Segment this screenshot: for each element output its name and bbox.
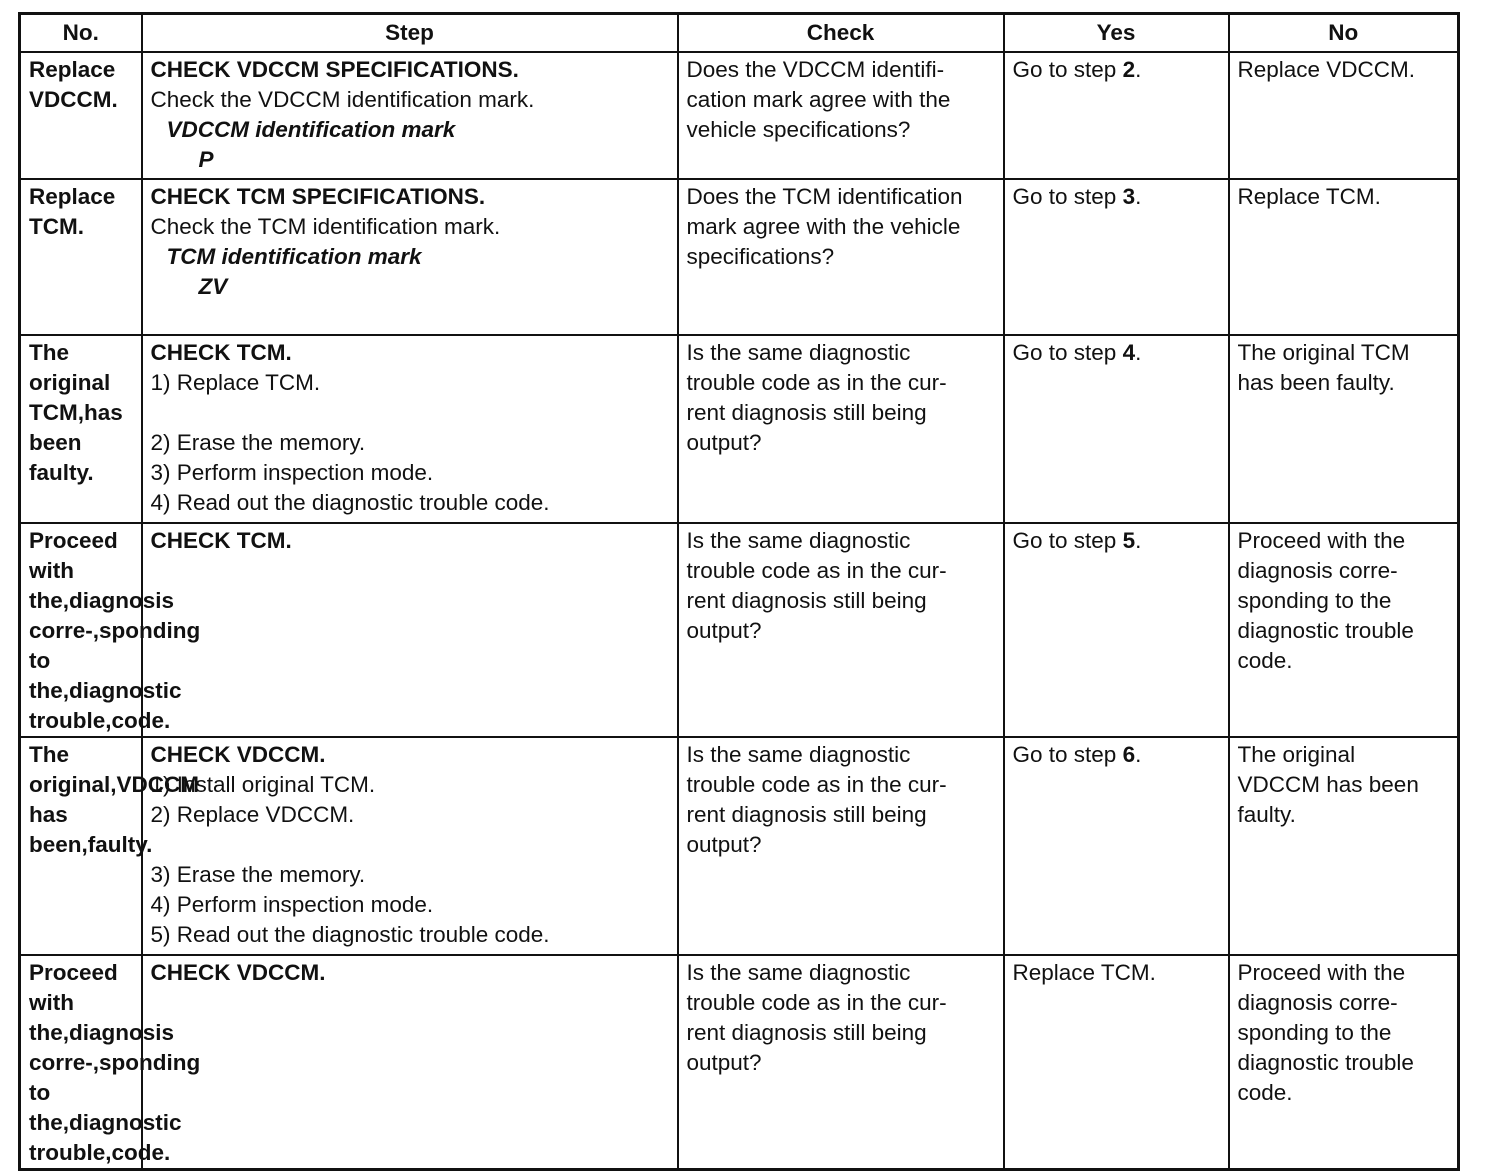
step-item: 3) Erase the memory.	[150, 862, 366, 887]
no-line: diagnosis corre-	[1237, 990, 1398, 1015]
check-cell	[678, 335, 1004, 523]
step-title: CHECK VDCCM SPECIFICATIONS.	[150, 57, 519, 82]
yes-cell	[1004, 955, 1229, 1170]
no-cell	[1229, 179, 1459, 335]
check-line: Is the same diagnostic	[686, 528, 911, 553]
check-cell	[678, 737, 1004, 955]
step-number: The original TCM,has been faulty.	[20, 335, 142, 523]
header-yes: Yes	[1004, 14, 1229, 53]
step-instruction: Check the TCM identification mark.	[150, 214, 501, 239]
yes-suffix: .	[1135, 340, 1142, 365]
check-line: trouble code as in the cur-	[686, 772, 947, 797]
no-line: Replace TCM.	[1237, 184, 1381, 209]
table-row	[20, 955, 1459, 1170]
check-line: trouble code as in the cur-	[686, 558, 947, 583]
no-line: faulty.	[1237, 802, 1296, 827]
step-cell	[142, 335, 678, 523]
yes-step-number: 4	[1122, 340, 1136, 365]
yes-suffix: .	[1135, 184, 1142, 209]
diagnosis-table	[18, 12, 1460, 1171]
yes-prefix: Go to step	[1012, 184, 1123, 209]
yes-cell	[1004, 52, 1229, 179]
yes-suffix: .	[1135, 528, 1142, 553]
check-line: mark agree with the vehicle	[686, 214, 961, 239]
no-line: Proceed with the	[1237, 528, 1406, 553]
step-title: CHECK VDCCM.	[150, 960, 326, 985]
table-row	[20, 737, 1459, 955]
no-line: The original TCM	[1237, 340, 1410, 365]
check-line: specifications?	[686, 244, 835, 269]
spec-label: VDCCM identification mark	[166, 117, 456, 142]
table-header-row	[20, 14, 1459, 53]
step-item: 4) Perform inspection mode.	[150, 892, 434, 917]
check-line: rent diagnosis still being	[686, 802, 927, 827]
no-cell	[1229, 52, 1459, 179]
step-number: Replace TCM.	[20, 179, 142, 335]
step-title: CHECK TCM SPECIFICATIONS.	[150, 184, 486, 209]
table-row	[20, 335, 1459, 523]
check-line: Is the same diagnostic	[686, 960, 911, 985]
check-line: trouble code as in the cur-	[686, 990, 947, 1015]
yes-step-number: 2	[1122, 57, 1136, 82]
no-line: Replace VDCCM.	[1237, 57, 1416, 82]
no-line: diagnostic trouble	[1237, 1050, 1414, 1075]
yes-prefix: Go to step	[1012, 528, 1123, 553]
check-cell	[678, 179, 1004, 335]
yes-step-number: 3	[1122, 184, 1136, 209]
yes-cell	[1004, 737, 1229, 955]
check-line: Does the TCM identification	[686, 184, 963, 209]
table-row	[20, 523, 1459, 737]
step-item: 4) Read out the diagnostic trouble code.	[150, 490, 550, 515]
step-item: 2) Erase the memory.	[150, 430, 366, 455]
step-item: 3) Perform inspection mode.	[150, 460, 434, 485]
check-cell	[678, 52, 1004, 179]
step-item: 1) Replace TCM.	[150, 370, 321, 395]
check-line: rent diagnosis still being	[686, 1020, 927, 1045]
header-check: Check	[678, 14, 1004, 53]
yes-prefix: Go to step	[1012, 742, 1123, 767]
check-cell	[678, 955, 1004, 1170]
header-no: No.	[20, 14, 142, 53]
step-cell	[142, 737, 678, 955]
yes-cell	[1004, 179, 1229, 335]
check-line: output?	[686, 430, 762, 455]
step-spacer	[151, 398, 669, 428]
check-line: trouble code as in the cur-	[686, 370, 947, 395]
no-line: diagnosis corre-	[1237, 558, 1398, 583]
step-number: Proceed with the,diagnosis corre-,sponding to the,diagnostic trouble,code.	[20, 523, 142, 737]
check-line: vehicle specifications?	[686, 117, 911, 142]
no-line: VDCCM has been	[1237, 772, 1419, 797]
yes-prefix: Go to step	[1012, 340, 1123, 365]
yes-suffix: .	[1135, 57, 1142, 82]
yes-suffix: .	[1135, 742, 1142, 767]
check-line: Is the same diagnostic	[686, 742, 911, 767]
yes-step-number: 6	[1122, 742, 1136, 767]
no-cell	[1229, 955, 1459, 1170]
no-line: Proceed with the	[1237, 960, 1406, 985]
step-item: 5) Read out the diagnostic trouble code.	[150, 922, 550, 947]
table-row	[20, 179, 1459, 335]
no-line: diagnostic trouble	[1237, 618, 1414, 643]
no-line: has been faulty.	[1237, 370, 1395, 395]
header-step: Step	[142, 14, 678, 53]
spec-label: TCM identification mark	[166, 244, 422, 269]
check-line: rent diagnosis still being	[686, 588, 927, 613]
step-title: CHECK TCM.	[150, 340, 292, 365]
header-no-result: No	[1229, 14, 1459, 53]
no-line: code.	[1237, 648, 1293, 673]
yes-text: Replace TCM.	[1012, 960, 1156, 985]
step-cell	[142, 179, 678, 335]
check-line: output?	[686, 832, 762, 857]
spec-value: P	[198, 147, 214, 172]
yes-cell	[1004, 335, 1229, 523]
check-line: output?	[686, 618, 762, 643]
yes-prefix: Go to step	[1012, 57, 1123, 82]
step-item: 2) Replace VDCCM.	[150, 802, 355, 827]
spec-value: ZV	[198, 274, 228, 299]
check-line: output?	[686, 1050, 762, 1075]
step-number: Proceed with the,diagnosis corre-,sponding to the,diagnostic trouble,code.	[20, 955, 142, 1170]
no-cell	[1229, 335, 1459, 523]
no-cell	[1229, 737, 1459, 955]
table-row	[20, 52, 1459, 179]
step-title: CHECK VDCCM.	[150, 742, 326, 767]
check-line: rent diagnosis still being	[686, 400, 927, 425]
check-cell	[678, 523, 1004, 737]
step-instruction: Check the VDCCM identification mark.	[150, 87, 535, 112]
step-cell	[142, 955, 678, 1170]
check-line: Does the VDCCM identifi-	[686, 57, 945, 82]
step-item: 1) Install original TCM.	[150, 772, 376, 797]
check-line: Is the same diagnostic	[686, 340, 911, 365]
step-spacer	[151, 830, 669, 860]
step-number: The original,VDCCM has been,faulty.	[20, 737, 142, 955]
step-title: CHECK TCM.	[150, 528, 292, 553]
check-line: cation mark agree with the	[686, 87, 951, 112]
no-cell	[1229, 523, 1459, 737]
step-cell	[142, 523, 678, 737]
no-line: sponding to the	[1237, 588, 1392, 613]
yes-step-number: 5	[1122, 528, 1136, 553]
no-line: sponding to the	[1237, 1020, 1392, 1045]
no-line: code.	[1237, 1080, 1293, 1105]
step-number: Replace VDCCM.	[20, 52, 142, 179]
step-cell	[142, 52, 678, 179]
yes-cell	[1004, 523, 1229, 737]
no-line: The original	[1237, 742, 1356, 767]
